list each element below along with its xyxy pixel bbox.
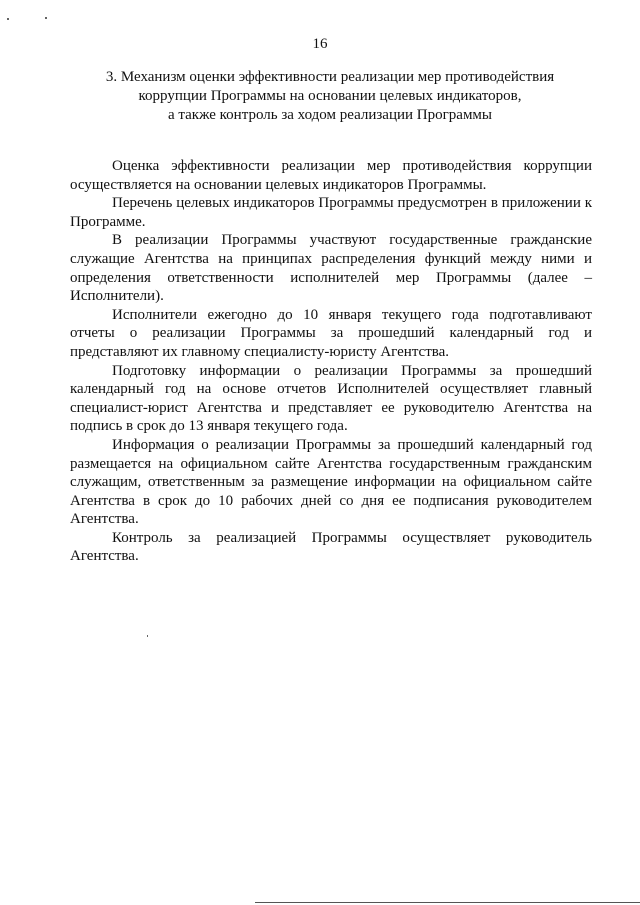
scan-artifact — [147, 635, 148, 637]
paragraph: Перечень целевых индикаторов Программы предусмотрен в приложении к Программе. — [70, 195, 592, 230]
paragraph: Оценка эффективности реализации мер противодействия коррупции осуществляется на основании целевых индикаторов Программы. — [70, 158, 592, 193]
section-heading-line: 3. Механизм оценки эффективности реализации мер противодействия — [105, 69, 555, 85]
paragraph: Информация о реализации Программы за прошедший календарный год размещается на официальном сайте Агентства государственным гражданским служащим, ответственным за размещение информации на официальном сайте Агентства в срок до 10 рабочих дней со дня ее подписания руководителем Агентства. — [70, 436, 592, 528]
page-number: 16 — [312, 36, 328, 52]
scan-artifact — [45, 17, 47, 19]
scan-edge-line — [255, 902, 640, 903]
section-heading-line: а также контроль за ходом реализации Программы — [167, 107, 493, 123]
paragraph: В реализации Программы участвуют государственные гражданские служащие Агентства на принципах распределения функций между ними и определения ответственности исполнителей мер Программы (далее – Исполнители). — [70, 232, 592, 305]
body-text — [70, 157, 592, 566]
section-heading — [70, 68, 590, 125]
paragraph: Подготовку информации о реализации Программы за прошедший календарный год на основе отчетов Исполнителей осуществляет главный специалист-юрист Агентства и представляет ее руководителю Агентства на подпись в срок до 13 января текущего года. — [70, 362, 592, 435]
section-heading-line: коррупции Программы на основании целевых индикаторов, — [138, 88, 522, 104]
scan-artifact — [7, 18, 9, 20]
paragraph: Исполнители ежегодно до 10 января текущего года подготавливают отчеты о реализации Программы за прошедший календарный год и представляют их главному специалисту-юристу Агентства. — [70, 306, 592, 360]
paragraph: Контроль за реализацией Программы осуществляет руководитель Агентства. — [70, 529, 592, 565]
